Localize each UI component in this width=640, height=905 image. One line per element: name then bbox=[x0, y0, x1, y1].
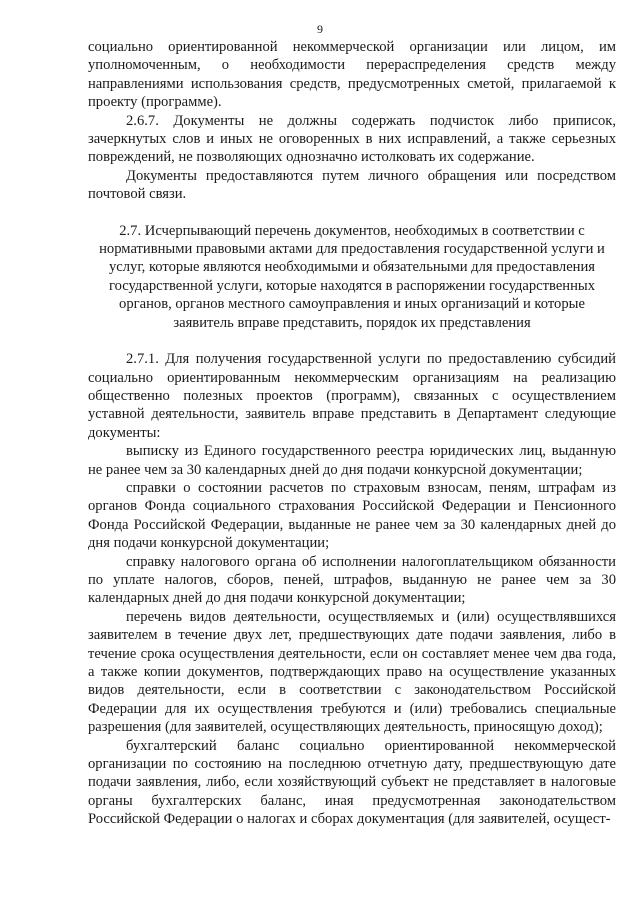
section-heading-2-7: 2.7. Исчерпывающий перечень документов, необходимых в соответствии с нормативными правовыми актами для предоставления государственной услуги и услуг, которые являются необходимыми и обязательными для предоставления государственной услуги, которые находятся в распоряжении государственных органов, органов местного самоуправления и иных организаций и которые заявитель вправе представить, порядок их представления bbox=[99, 222, 605, 331]
list-item-activities-list: перечень видов деятельности, осуществляемых и (или) осуществлявшихся заявителем в течение двух лет, предшествующих дате подачи заявления, либо в течение срока осуществления деятельности, если он составляет менее чем два года, а также копии документов, подтверждающих право на осуществление указанных видов деятельности, если в соответствии с законодательством Российской Федерации для их осуществления требуются и (или) требовались специальные разрешения (для заявителей, осуществляющих деятельность, приносящую доход); bbox=[88, 608, 616, 736]
document-body bbox=[88, 38, 616, 829]
list-item-insurance-certificates: справки о состоянии расчетов по страховым взносам, пеням, штрафам из органов Фонда социального страхования Российской Федерации и Пенсионного Фонда Российской Федерации, выданные не ранее чем за 30 календарных дней до дня подачи конкурсной документации; bbox=[88, 479, 616, 552]
paragraph-2-7-1: 2.7.1. Для получения государственной услуги по предоставлению субсидий социально ориентированным некоммерческим организациям на реализацию общественно полезных проектов (программ), связанных с осуществлением уставной деятельности, заявитель вправе представить в Департамент следующие документы: bbox=[88, 351, 616, 441]
paragraph-submission-method: Документы предоставляются путем личного обращения или посредством почтовой связи. bbox=[88, 167, 616, 203]
list-item-tax-certificate: справку налогового органа об исполнении налогоплательщиком обязанности по уплате налогов, сборов, пеней, штрафов, выданную не ранее чем за 30 календарных дней до дня подачи конкурсной документации; bbox=[88, 553, 616, 607]
paragraph-continuation: социально ориентированной некоммерческой организации или лицом, им уполномоченным, о необходимости перераспределения средств между направлениями использования средств, предусмотренных сметой, прилагаемой к проекту (программе). bbox=[88, 39, 616, 111]
page-number: 9 bbox=[317, 22, 323, 36]
paragraph-2-6-7: 2.6.7. Документы не должны содержать подчисток либо приписок, зачеркнутых слов и иных не оговоренных в них исправлений, а также серьезных повреждений, не позволяющих однозначно истолковать их содержание. bbox=[88, 112, 616, 166]
list-item-egrul-extract: выписку из Единого государственного реестра юридических лиц, выданную не ранее чем за 30 календарных дней до дня подачи конкурсной документации; bbox=[88, 443, 616, 478]
list-item-balance-sheet: бухгалтерский баланс социально ориентированной некоммерческой организации по состоянию на последнюю отчетную дату, предшествующую дате подачи заявления, либо, если хозяйствующий субъект не представляет в налоговые органы бухгалтерских баланс, иная предусмотренная законодательством Российской Федерации о налогах и сборах документация (для заявителей, осущест- bbox=[88, 737, 616, 828]
